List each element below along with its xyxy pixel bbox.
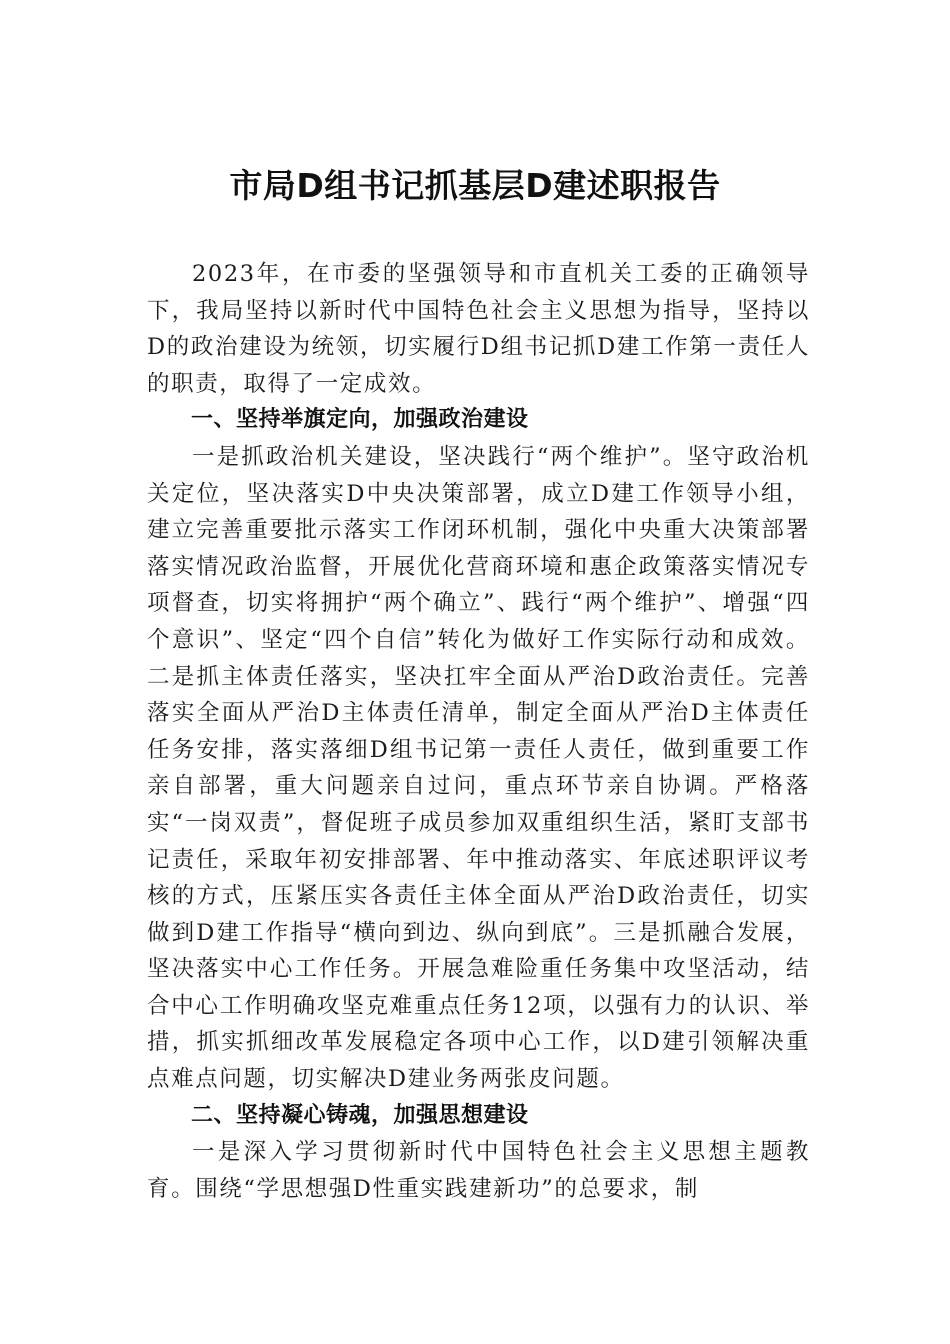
section-2-heading: 二、坚持凝心铸魂，加强思想建设 xyxy=(191,1102,529,1128)
section-1-heading: 一、坚持举旗定向，加强政治建设 xyxy=(191,407,529,433)
section-2-paragraph: 一是深入学习贯彻新时代中国特色社会主义思想主题教育。围绕“学思想强D性重实践建新功”的总要求，制 xyxy=(147,1139,810,1202)
document-body xyxy=(147,256,810,1207)
section-1-paragraph: 一是抓政治机关建设，坚决践行“两个维护”。坚守政治机关定位，坚决落实D中央决策部署，成立D建工作领导小组，建立完善重要批示落实工作闭环机制，强化中央重大决策部署落实情况政治监督，开展优化营商环境和惠企政策落实情况专项督查，切实将拥护“两个确立”、践行“两个维护”、增强“四个意识”、坚定“四个自信”转化为做好工作实际行动和成效。二是抓主体责任落实，坚决扛牢全面从严治D政治责任。完善落实全面从严治D主体责任清单，制定全面从严治D主体责任任务安排，落实落细D组书记第一责任人责任，做到重要工作亲自部署，重大问题亲自过问，重点环节亲自协调。严格落实“一岗双责”，督促班子成员参加双重组织生活，紧盯支部书记责任，采取年初安排部署、年中推动落实、年底述职评议考核的方式，压紧压实各责任主体全面从严治D政治责任，切实做到D建工作指导“横向到边、纵向到底”。三是抓融合发展，坚决落实中心工作任务。开展急难险重任务集中攻坚活动，结合中心工作明确攻坚克难重点任务12项，以强有力的认识、举措，抓实抓细改革发展稳定各项中心工作，以D建引领解决重点难点问题，切实解决D建业务两张皮问题。 xyxy=(147,443,810,1093)
intro-paragraph: 2023年，在市委的坚强领导和市直机关工委的正确领导下，我局坚持以新时代中国特色社会主义思想为指导，坚持以D的政治建设为统领，切实履行D组书记抓D建工作第一责任人的职责，取得了一定成效。 xyxy=(147,261,810,397)
document-title: 市局D组书记抓基层D建述职报告 xyxy=(229,166,721,205)
